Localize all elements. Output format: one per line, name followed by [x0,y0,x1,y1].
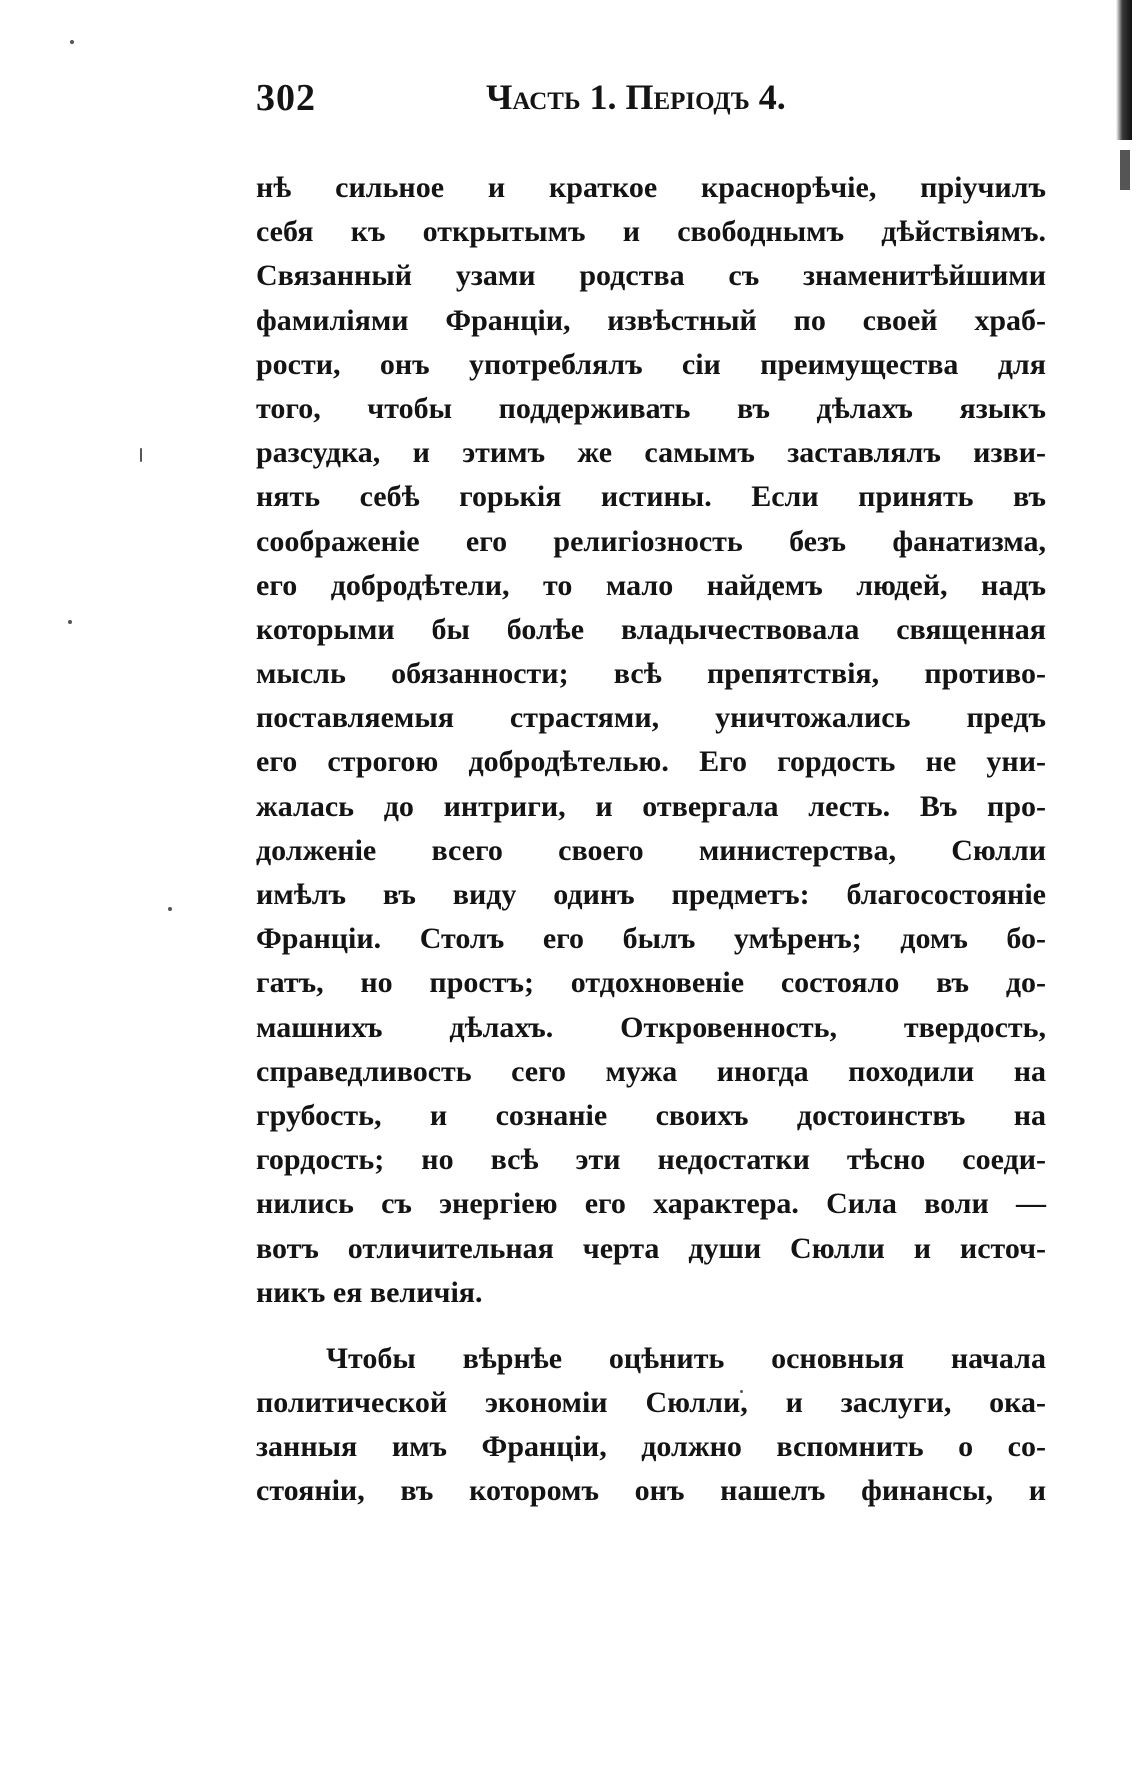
text-line: долженiе всего своего министерства, Сюлли [256,833,1046,867]
scan-edge-shadow [1116,0,1132,140]
text-line: рости, онъ употреблялъ сiи преимущества для [256,347,1046,381]
scan-speck [70,40,74,44]
text-line: поставляемыя страстями, уничтожались предъ [256,701,1046,735]
body-text [256,166,1046,1514]
text-line: того, чтобы поддерживать въ дѣлахъ языкъ [256,391,1046,425]
text-line: соображенiе его религiозность безъ фанатизма, [256,524,1046,558]
scan-speck [140,448,142,462]
text-line: никъ ея величiя. [256,1275,483,1309]
text-line: нѣ сильное и краткое краснорѣчiе, прiучилъ [256,171,1046,204]
text-line: политической экономiи Сюлли, и заслуги, ока- [256,1386,1046,1420]
text-line: разсудка, и этимъ же самымъ заставлялъ изви- [256,436,1046,470]
page-header [256,76,836,120]
paragraph [256,166,1046,1315]
paragraph-gap [256,1315,1046,1337]
text-line: Францiи. Столъ его былъ умѣренъ; домъ бо- [256,922,1046,956]
text-line: вотъ отличительная черта души Сюлли и источ- [256,1231,1046,1265]
text-line: грубость, и сознанiе своихъ достоинствъ на [256,1098,1046,1132]
text-line: мысль обязанности; всѣ препятствiя, противо- [256,657,1046,691]
scan-speck [68,620,72,624]
text-line: нились съ энергiею его характера. Сила воли — [256,1187,1046,1221]
page-number: 302 [256,77,316,119]
text-line: справедливость сего мужа иногда походили на [256,1054,1046,1088]
text-line: машнихъ дѣлахъ. Откровенность, твердость, [256,1010,1046,1044]
text-line: Связанный узами родства съ знаменитѣйшими [256,259,1046,293]
text-line: его строгою добродѣтелью. Его гордость не уни- [256,745,1046,779]
text-line: себя къ открытымъ и свободнымъ дѣйствiямъ. [256,215,1046,249]
text-line: которыми бы болѣе владычествовала священная [256,612,1046,646]
text-line: Чтобы вѣрнѣе оцѣнить основныя начала [326,1341,1046,1375]
running-head: Часть 1. Перiодъ 4. [486,77,786,117]
paragraph [256,1337,1046,1514]
text-line: стоянiи, въ которомъ онъ нашелъ финансы, и [256,1474,1046,1508]
text-line: гордость; но всѣ эти недостатки тѣсно соеди- [256,1143,1046,1177]
text-line: гатъ, но простъ; отдохновенiе состояло въ до- [256,966,1046,1000]
text-line: имѣлъ въ виду одинъ предметъ: благосостоянiе [256,878,1046,911]
scan-speck [168,907,172,911]
text-line: жалась до интриги, и отвергала лесть. Въ про- [256,789,1046,823]
text-line: занныя имъ Францiи, должно вспомнить о со- [256,1430,1046,1464]
text-line: нять себѣ горькiя истины. Если принять въ [256,480,1046,514]
scan-edge-mark [1120,150,1130,190]
text-line: фамилiями Францiи, извѣстный по своей храб- [256,303,1046,337]
text-line: его добродѣтели, то мало найдемъ людей, надъ [256,568,1046,602]
